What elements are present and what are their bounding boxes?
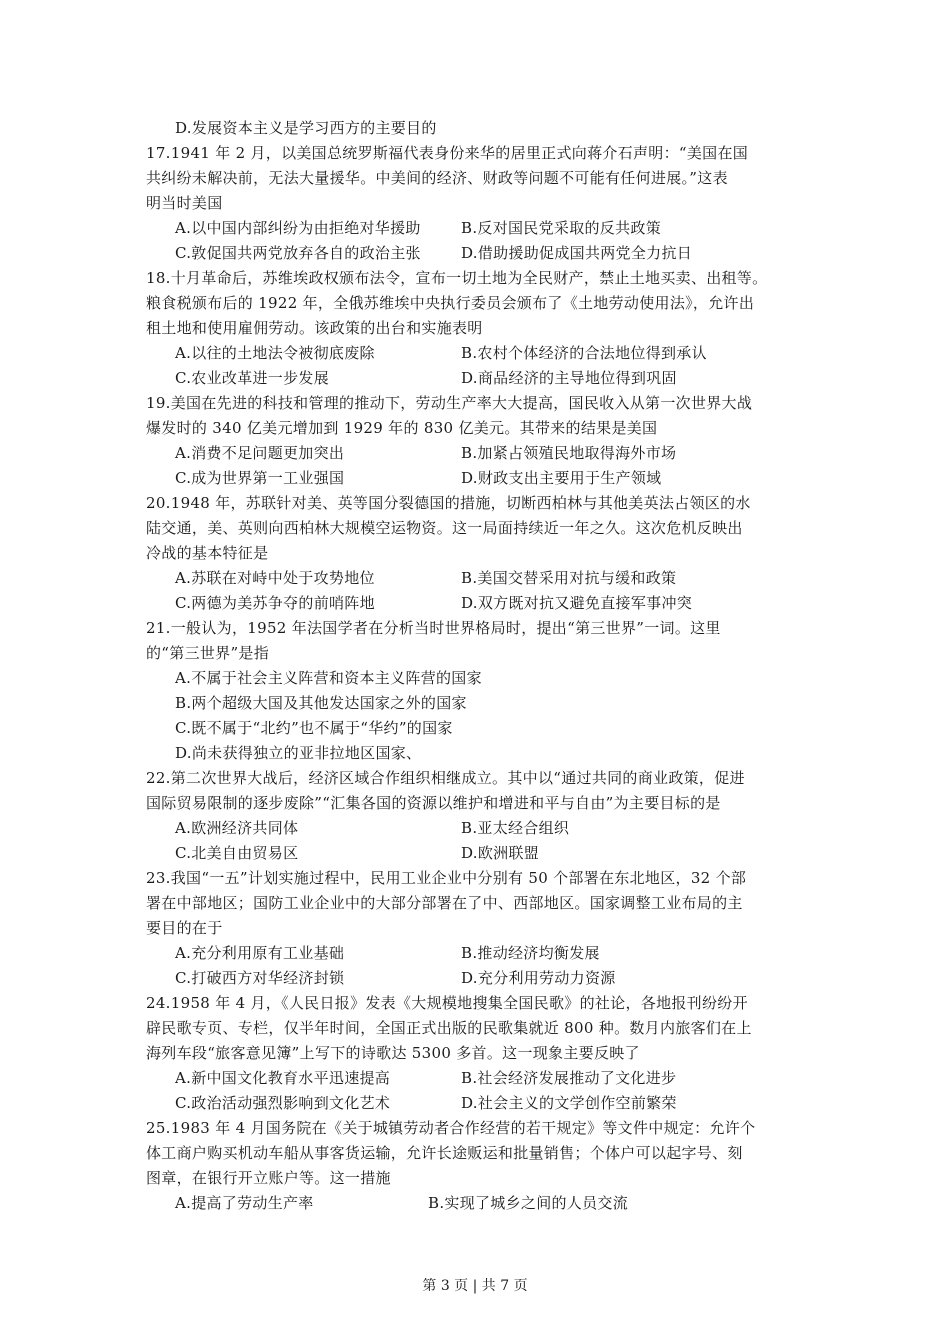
question-18-line-2: 粮食税颁布后的 1922 年，全俄苏维埃中央执行委员会颁布了《土地劳动使用法》，允许出: [146, 294, 755, 312]
option-20-d: D.双方既对抗又避免直接军事冲突: [461, 594, 693, 612]
question-18-line-1: 18.十月革命后，苏维埃政权颁布法令，宣布一切土地为全民财产，禁止土地买卖、出租等。: [146, 269, 768, 287]
option-18-b: B.农村个体经济的合法地位得到承认: [461, 344, 707, 362]
question-20-line-1: 20.1948 年，苏联针对美、英等国分裂德国的措施，切断西柏林与其他美英法占领区的水: [146, 494, 751, 512]
question-25-line-1: 25.1983 年 4 月国务院在《关于城镇劳动者合作经营的若干规定》等文件中规定：允许个: [146, 1119, 756, 1137]
option-23-c: C.打破西方对华经济封锁: [175, 969, 345, 987]
question-23-line-3: 要目的在于: [146, 919, 223, 937]
option-21-b: B.两个超级大国及其他发达国家之外的国家: [175, 694, 467, 712]
option-20-c: C.两德为美苏争夺的前哨阵地: [175, 594, 375, 612]
question-19-line-2: 爆发时的 340 亿美元增加到 1929 年的 830 亿美元。其带来的结果是美国: [146, 419, 658, 437]
question-23-line-1: 23.我国“一五”计划实施过程中，民用工业企业中分别有 50 个部署在东北地区，32 个部: [146, 869, 747, 887]
question-25-line-2: 体工商户购买机动车船从事客货运输，允许长途贩运和批量销售；个体户可以起字号、刻: [146, 1144, 743, 1162]
option-23-b: B.推动经济均衡发展: [461, 944, 600, 962]
option-24-d: D.社会主义的文学创作空前繁荣: [461, 1094, 677, 1112]
question-17-line-1: 17.1941 年 2 月，以美国总统罗斯福代表身份来华的居里正式向蒋介石声明：“美国在国: [146, 144, 749, 162]
question-18-line-3: 租土地和使用雇佣劳动。该政策的出台和实施表明: [146, 319, 483, 337]
option-23-d: D.充分利用劳动力资源: [461, 969, 616, 987]
option-17-d: D.借助援助促成国共两党全力抗日: [461, 244, 693, 262]
option-21-a: A.不属于社会主义阵营和资本主义阵营的国家: [175, 669, 482, 687]
option-17-c: C.敦促国共两党放弃各自的政治主张: [175, 244, 421, 262]
question-17-line-3: 明当时美国: [146, 194, 223, 212]
question-20-line-3: 冷战的基本特征是: [146, 544, 269, 562]
option-19-b: B.加紧占领殖民地取得海外市场: [461, 444, 677, 462]
question-20-line-2: 陆交通，美、英则向西柏林大规模空运物资。这一局面持续近一年之久。这次危机反映出: [146, 519, 743, 537]
option-16-d: D.发展资本主义是学习西方的主要目的: [175, 119, 437, 137]
option-18-a: A.以往的土地法令被彻底废除: [175, 344, 375, 362]
option-24-b: B.社会经济发展推动了文化进步: [461, 1069, 677, 1087]
option-22-d: D.欧洲联盟: [461, 844, 540, 862]
question-25-line-3: 图章，在银行开立账户等。这一措施: [146, 1169, 391, 1187]
option-19-a: A.消费不足问题更加突出: [175, 444, 345, 462]
question-23-line-2: 署在中部地区；国防工业企业中的大部分部署在了中、西部地区。国家调整工业布局的主: [146, 894, 743, 912]
option-22-b: B.亚太经合组织: [461, 819, 570, 837]
option-21-d: D.尚未获得独立的亚非拉地区国家、: [175, 744, 422, 762]
option-17-a: A.以中国内部纠纷为由拒绝对华援助: [175, 219, 421, 237]
option-19-c: C.成为世界第一工业强国: [175, 469, 345, 487]
option-19-d: D.财政支出主要用于生产领域: [461, 469, 662, 487]
question-24-line-3: 海列车段“旅客意见簿”上写下的诗歌达 5300 多首。这一现象主要反映了: [146, 1044, 640, 1062]
option-18-d: D.商品经济的主导地位得到巩固: [461, 369, 677, 387]
option-24-c: C.政治活动强烈影响到文化艺术: [175, 1094, 391, 1112]
option-25-b: B.实现了城乡之间的人员交流: [428, 1194, 628, 1212]
question-21-line-1: 21.一般认为，1952 年法国学者在分析当时世界格局时，提出“第三世界”一词。这里: [146, 619, 721, 637]
question-21-line-2: 的“第三世界”是指: [146, 644, 270, 662]
option-25-a: A.提高了劳动生产率: [175, 1194, 314, 1212]
option-22-c: C.北美自由贸易区: [175, 844, 299, 862]
question-24-line-1: 24.1958 年 4 月，《人民日报》发表《大规模地搜集全国民歌》的社论，各地报刊纷纷开: [146, 994, 748, 1012]
question-19-line-1: 19.美国在先进的科技和管理的推动下，劳动生产率大大提高，国民收入从第一次世界大战: [146, 394, 753, 412]
question-22-line-1: 22.第二次世界大战后，经济区域合作组织相继成立。其中以“通过共同的商业政策，促进: [146, 769, 745, 787]
option-20-a: A.苏联在对峙中处于攻势地位: [175, 569, 375, 587]
question-24-line-2: 辟民歌专页、专栏，仅半年时间，全国正式出版的民歌集就近 800 种。数月内旅客们在上: [146, 1019, 752, 1037]
option-17-b: B.反对国民党采取的反共政策: [461, 219, 661, 237]
option-24-a: A.新中国文化教育水平迅速提高: [175, 1069, 391, 1087]
option-20-b: B.美国交替采用对抗与缓和政策: [461, 569, 677, 587]
option-23-a: A.充分利用原有工业基础: [175, 944, 345, 962]
option-18-c: C.农业改革进一步发展: [175, 369, 330, 387]
option-21-c: C.既不属于“北约”也不属于“华约”的国家: [175, 719, 453, 737]
question-17-line-2: 共纠纷未解决前，无法大量援华。中美间的经济、财政等问题不可能有任何进展。”这表: [146, 169, 728, 187]
option-22-a: A.欧洲经济共同体: [175, 819, 299, 837]
page-footer: 第 3 页 | 共 7 页: [422, 1278, 528, 1294]
question-22-line-2: 国际贸易限制的逐步废除”“汇集各国的资源以维护和增进和平与自由”为主要目标的是: [146, 794, 721, 812]
